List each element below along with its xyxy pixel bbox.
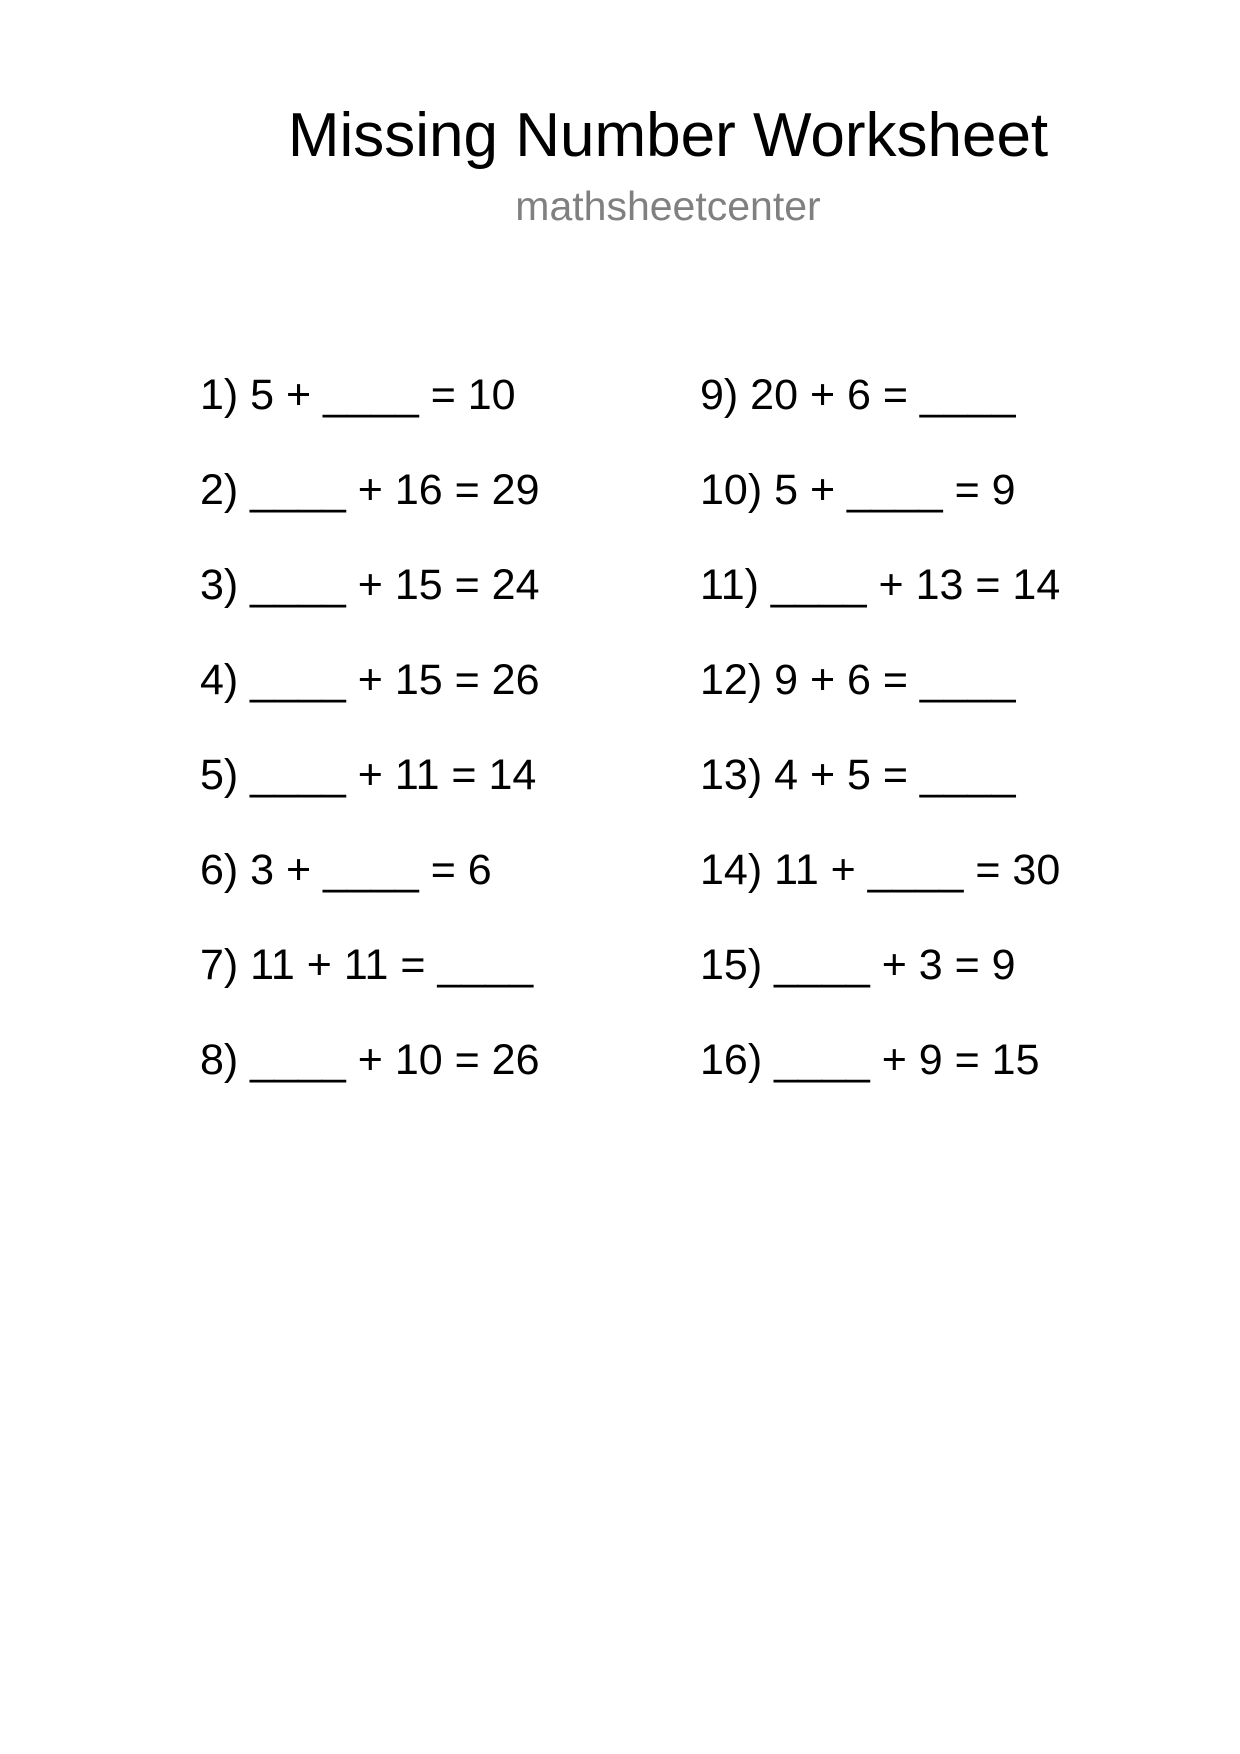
worksheet-source: mathsheetcenter	[515, 183, 821, 229]
problems-left-column	[200, 348, 540, 1108]
problem-9: 9) 20 + 6 = ____	[700, 371, 1016, 419]
problem-13: 13) 4 + 5 = ____	[700, 751, 1016, 799]
problem-5: 5) ____ + 11 = 14	[200, 751, 537, 799]
problem-14: 14) 11 + ____ = 30	[700, 846, 1061, 894]
problems-right-column	[700, 348, 1060, 1108]
problem-7: 7) 11 + 11 = ____	[200, 941, 534, 989]
problem-4: 4) ____ + 15 = 26	[200, 656, 540, 704]
problem-15: 15) ____ + 3 = 9	[700, 941, 1016, 989]
problem-11: 11) ____ + 13 = 14	[700, 561, 1061, 609]
worksheet-title: Missing Number Worksheet	[287, 101, 1049, 170]
problem-3: 3) ____ + 15 = 24	[200, 561, 540, 609]
problem-10: 10) 5 + ____ = 9	[700, 466, 1016, 514]
problem-1: 1) 5 + ____ = 10	[200, 371, 516, 419]
problem-12: 12) 9 + 6 = ____	[700, 656, 1016, 704]
problem-2: 2) ____ + 16 = 29	[200, 466, 540, 514]
problem-8: 8) ____ + 10 = 26	[200, 1036, 540, 1084]
problem-16: 16) ____ + 9 = 15	[700, 1036, 1040, 1084]
problem-6: 6) 3 + ____ = 6	[200, 846, 492, 894]
